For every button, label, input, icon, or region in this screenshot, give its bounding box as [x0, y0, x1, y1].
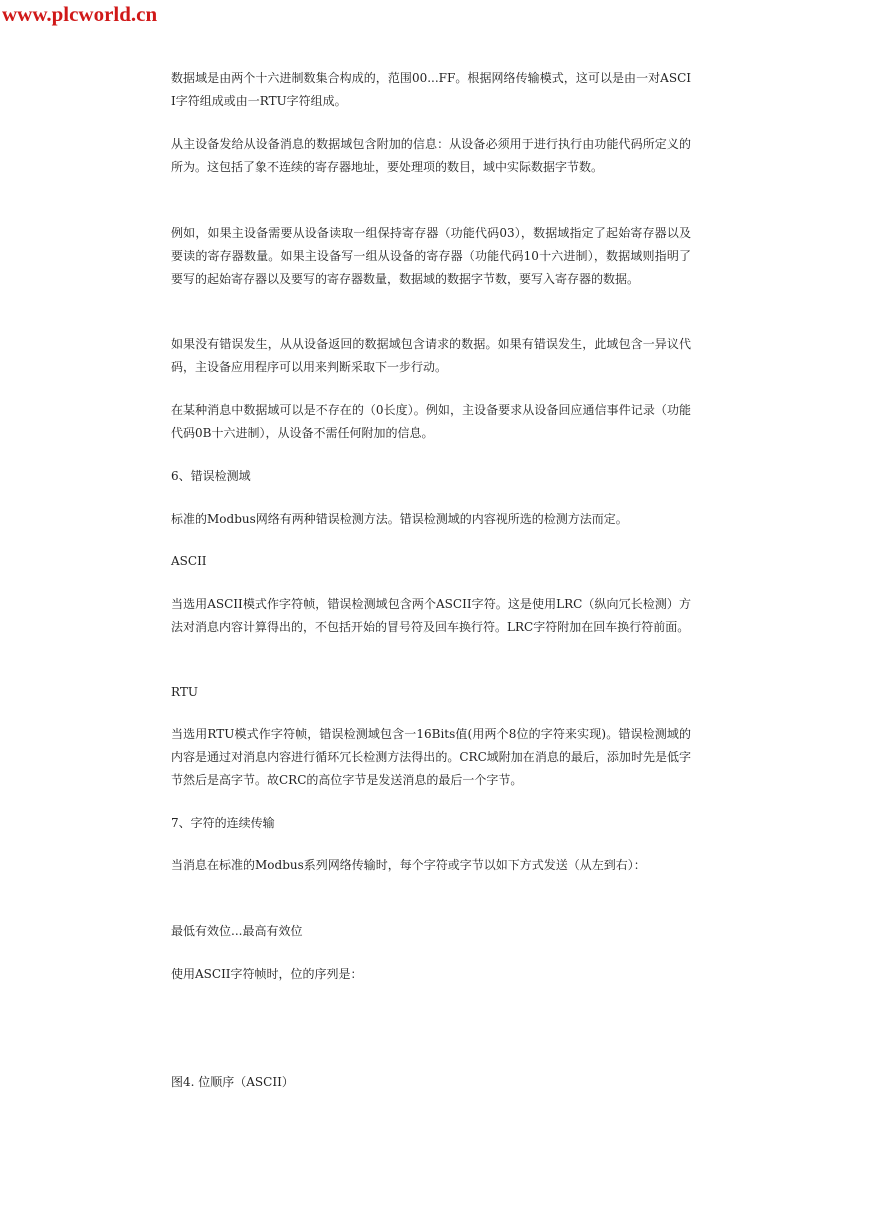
- paragraph-zero-length: 在某种消息中数据域可以是不存在的（0长度）。例如，主设备要求从设备回应通信事件记录（功能代码0B十六进制），从设备不需任何附加的信息。: [171, 403, 691, 440]
- section-heading-error-check: 6、错误检测域: [171, 469, 251, 483]
- section-heading-serial-transmission: 7、字符的连续传输: [171, 816, 275, 830]
- paragraph-ascii-bit-sequence: 使用ASCII字符帧时，位的序列是：: [171, 967, 363, 981]
- site-watermark: www.plcworld.cn: [2, 2, 158, 26]
- subheading-rtu: RTU: [171, 685, 198, 699]
- paragraph-transmission-order: 当消息在标准的Modbus系列网络传输时，每个字符或字节以如下方式发送（从左到右）：: [171, 858, 646, 872]
- paragraph-ascii-lrc: 当选用ASCII模式作字符帧，错误检测域包含两个ASCII字符。这是使用LRC（纵向冗长检测）方法对消息内容计算得出的，不包括开始的冒号符及回车换行符。LRC字符附加在回车换行符前面。: [171, 597, 691, 634]
- subheading-ascii: ASCII: [171, 554, 207, 568]
- paragraph-data-field-intro: 数据域是由两个十六进制数集合构成的，范围00...FF。根据网络传输模式，这可以是由一对ASCII字符组成或由一RTU字符组成。: [171, 71, 691, 108]
- paragraph-no-error: 如果没有错误发生，从从设备返回的数据域包含请求的数据。如果有错误发生，此域包含一异议代码，主设备应用程序可以用来判断采取下一步行动。: [171, 337, 691, 374]
- paragraph-data-field-master-to-slave: 从主设备发给从设备消息的数据域包含附加的信息：从设备必须用于进行执行由功能代码所定义的所为。这包括了象不连续的寄存器地址，要处理项的数目，域中实际数据字节数。: [171, 137, 691, 174]
- paragraph-rtu-crc: 当选用RTU模式作字符帧，错误检测域包含一16Bits值(用两个8位的字符来实现)。错误检测域的内容是通过对消息内容进行循环冗长检测方法得出的。CRC域附加在消息的最后，添加时先是低字节然后是高字节。故CRC的高位字节是发送消息的最后一个字节。: [171, 727, 691, 787]
- paragraph-error-check-methods: 标准的Modbus网络有两种错误检测方法。错误检测域的内容视所选的检测方法而定。: [171, 512, 628, 526]
- paragraph-bit-significance: 最低有效位...最高有效位: [171, 924, 303, 938]
- figure-caption: 图4. 位顺序（ASCII）: [171, 1075, 294, 1089]
- paragraph-data-field-example: 例如，如果主设备需要从设备读取一组保持寄存器（功能代码03），数据域指定了起始寄存器以及要读的寄存器数量。如果主设备写一组从设备的寄存器（功能代码10十六进制），数据域则指明了要写的起始寄存器以及要写的寄存器数量，数据域的数据字节数，要写入寄存器的数据。: [171, 226, 691, 286]
